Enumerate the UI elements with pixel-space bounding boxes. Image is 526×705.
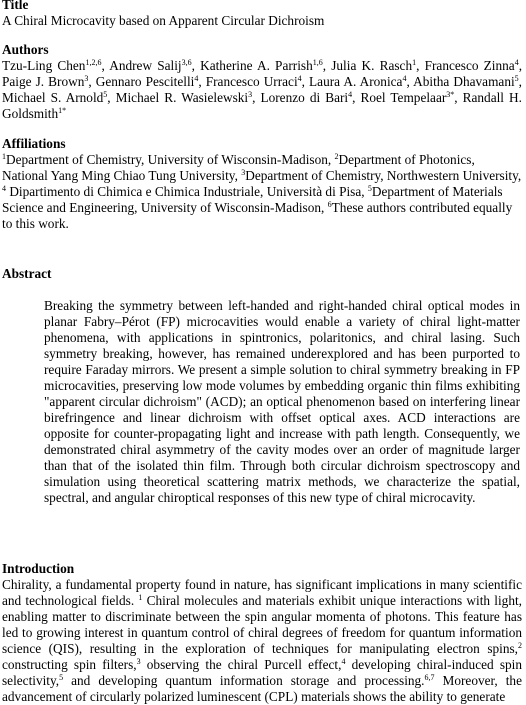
author-affiliation-marker: 5 xyxy=(514,74,519,83)
affiliation-number: 1 xyxy=(2,152,6,161)
author-affiliation-marker: 3* xyxy=(446,90,455,99)
affiliation-number: 2 xyxy=(334,152,339,161)
author-affiliation-marker: 1,6 xyxy=(312,58,323,67)
author-affiliation-marker: 1* xyxy=(58,106,67,115)
authors-section xyxy=(2,42,522,122)
author-name: Randall H. Goldsmith$^{1*}$ xyxy=(2,90,522,121)
author-name: Tzu-Ling Chen$^{1,2,6}$ xyxy=(2,58,102,73)
title-section xyxy=(2,0,522,29)
abstract-heading: Abstract xyxy=(2,266,52,281)
citation-marker: 1 xyxy=(138,593,143,602)
title-heading: Title xyxy=(2,0,29,12)
citation-marker: 3 xyxy=(136,657,141,666)
author-affiliation-marker: 3 xyxy=(84,74,89,83)
introduction-text xyxy=(2,577,522,705)
affiliation-number: 3 xyxy=(241,168,246,177)
abstract-section xyxy=(2,266,522,282)
author-affiliation-marker: 4 xyxy=(194,74,199,83)
author-affiliation-marker: 4 xyxy=(402,74,407,83)
abstract-text: Breaking the symmetry between left-handed and right-handed chiral optical modes in planar Fabry–Pérot (FP) microcavities would enable a variety of chiral light-matter phenomena, with applications in spintronics, polaritonics, and chiral lasing. Such symmetry breaking, however, has remained underexplored and has been purported to require Faraday mirrors. We present a simple solution to chiral symmetry breaking in FP microcavities, preserving low mode volumes by embedding organic thin films exhibiting "apparent circular dichroism" (ACD); an optical phenomenon based on interfering linear birefringence and linear dichroism with offset optical axes. ACD interactions are opposite for counter-propagating light and increase with path length. Consequently, we demonstrated chiral asymmetry of the cavity modes over an order of magnitude larger than that of the isolated thin film. Through both circular dichroism spectroscopy and simulation using theoretical scattering matrix methods, we characterize the spatial, spectral, and angular chiroptical responses of this new type of chiral microcavity. xyxy=(44,298,520,505)
author-affiliation-marker: 5 xyxy=(103,90,108,99)
affiliation-text: These authors contributed equally to this work. xyxy=(2,200,513,231)
intro-text-run: Chirality, a fundamental property found in nature, has significant implications in many scientific and technological fields. xyxy=(2,577,522,608)
author-name: Katherine A. Parrish$^{1,6}$ xyxy=(200,58,323,73)
introduction-heading: Introduction xyxy=(2,561,75,576)
author-name: Laura A. Aronica$^4$ xyxy=(309,74,407,89)
paper-title: A Chiral Microcavity based on Apparent Circular Dichroism xyxy=(2,13,325,28)
author-affiliation-marker: 4 xyxy=(348,90,353,99)
introduction-section xyxy=(2,561,522,705)
author-affiliation-marker: 3 xyxy=(248,90,253,99)
intro-text-run: and developing quantum information storage and processing. xyxy=(63,673,425,688)
affiliation-text: Dipartimento di Chimica e Chimica Industriale, Università di Pisa, xyxy=(6,184,368,199)
author-affiliation-marker: 4 xyxy=(514,58,519,67)
author-name: Michael R. Wasielewski$^3$ xyxy=(115,90,253,105)
author-affiliation-marker: 4 xyxy=(297,74,302,83)
intro-text-run: constructing spin filters, xyxy=(2,657,137,672)
author-name: Francesco Zinna$^4$ xyxy=(424,58,519,73)
author-name: Michael S. Arnold$^5$ xyxy=(2,90,108,105)
author-name: Lorenzo di Bari$^4$ xyxy=(260,90,353,105)
affiliation-text: Department of Photonics, National Yang Ming Chiao Tung University, xyxy=(2,152,475,183)
affiliation-text: Department of Chemistry, Northwestern University, xyxy=(245,168,522,183)
citation-marker: 2 xyxy=(518,641,522,650)
author-name: Paige J. Brown$^3$ xyxy=(2,74,89,89)
author-affiliation-marker: 1 xyxy=(412,58,417,67)
affiliation-number: 4 xyxy=(2,184,6,193)
intro-text-run: observing the chiral Purcell effect, xyxy=(140,657,342,672)
intro-text-run: Moreover, the advancement of circularly polarized luminescent (CPL) materials shows the ability to generate xyxy=(2,673,522,704)
intro-text-run: Chiral molecules and materials exhibit unique interactions with light, enabling matter to discriminate between the spin angular momenta of photons. This feature has led to growing interest in quantum control of chiral degrees of freedom for quantum information science (QIS), resulting in the exploration of techniques for manipulating electron spins, xyxy=(2,593,522,656)
author-affiliation-marker: 3,6 xyxy=(181,58,192,67)
affiliation-number: 6 xyxy=(327,200,332,209)
author-name: Julia K. Rasch$^1$ xyxy=(331,58,417,73)
citation-marker: 5 xyxy=(59,673,64,682)
author-name: Abitha Dhavamani$^5$ xyxy=(413,74,519,89)
intro-text-run: developing chiral-induced spin selectivity, xyxy=(2,657,522,688)
author-name: Roel Tempelaar$^{3*}$ xyxy=(360,90,455,105)
author-name: Andrew Salij$^{3,6}$ xyxy=(109,58,192,73)
affiliations-heading: Affiliations xyxy=(2,136,66,151)
affiliations-section xyxy=(2,136,522,232)
citation-marker: 4 xyxy=(341,657,346,666)
author-affiliation-marker: 1,2,6 xyxy=(85,58,102,67)
affiliation-text: Department of Materials Science and Engineering, University of Wisconsin-Madison, xyxy=(2,184,503,215)
authors-heading: Authors xyxy=(2,42,49,57)
affiliation-list xyxy=(2,152,522,232)
author-list: Tzu-Ling Chen$^{1,2,6}$, Andrew Salij$^{3,6}$, Katherine A. Parrish$^{1,6}$, Julia K. Rasch$^1$, Francesco Zinna$^4$, Paige J. Brown$^3$, Gennaro Pescitelli$^4$, Francesco Urraci$^4$, Laura A. Aronica$^4$, Abitha Dhavamani$^5$, Michael S. Arnold$^5$, Michael R. Wasielewski$^3$, Lorenzo di Bari$^4$, Roel Tempelaar$^{3*}$, Randall H. Goldsmith$^{1*}$ xyxy=(2,58,523,121)
affiliation-number: 5 xyxy=(367,184,372,193)
author-name: Francesco Urraci$^4$ xyxy=(205,74,302,89)
affiliation-text: Department of Chemistry, University of Wisconsin-Madison, xyxy=(6,152,335,167)
citation-marker: 6,7 xyxy=(424,673,435,682)
author-name: Gennaro Pescitelli$^4$ xyxy=(95,74,199,89)
